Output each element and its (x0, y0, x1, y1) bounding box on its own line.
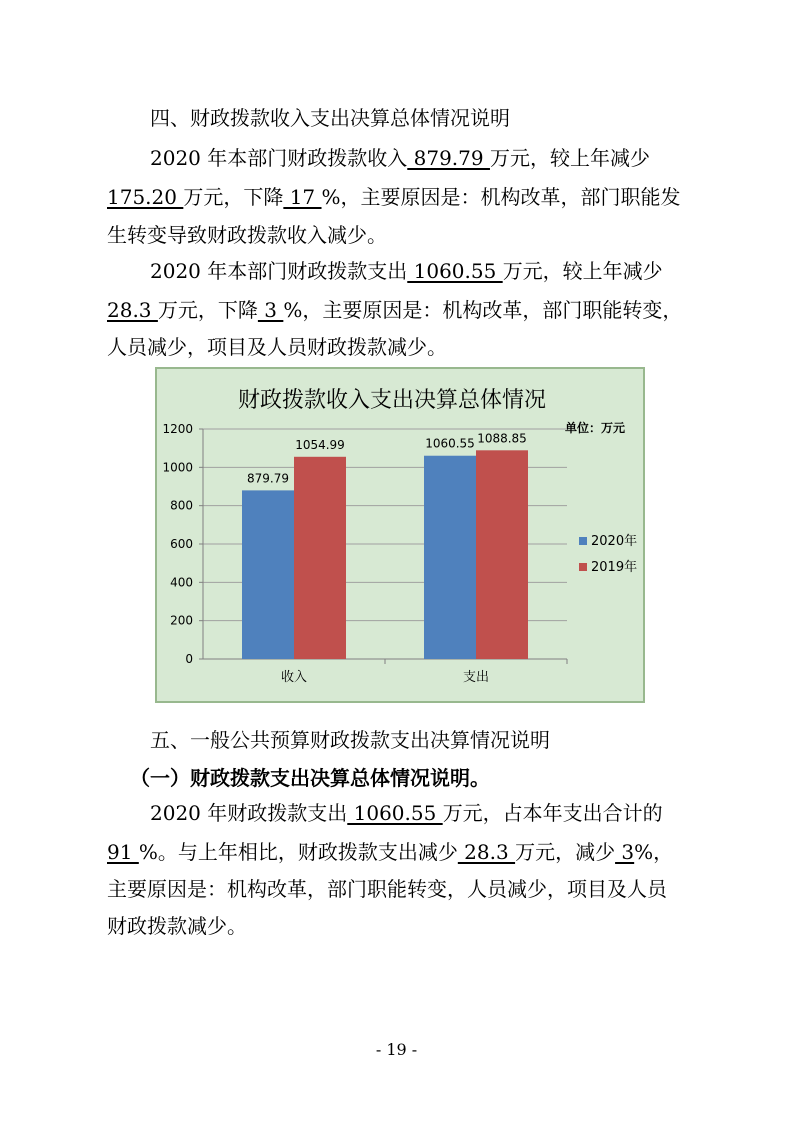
bar-2020-income (242, 490, 294, 659)
y-tick-label: 400 (170, 575, 193, 590)
paragraph-general-line-4: 财政拨款减少。 (107, 914, 247, 938)
text: 万元，较上年减少 (489, 146, 650, 170)
legend-swatch (579, 563, 587, 571)
paragraph-general-line-3: 主要原因是：机构改革，部门职能转变，人员减少，项目及人员 (107, 877, 667, 901)
section-5-heading: 五、一般公共预算财政拨款支出决算情况说明 (150, 728, 550, 752)
y-tick-label: 0 (185, 652, 193, 666)
expense-decrease-amount: 28.3 (107, 298, 158, 322)
x-tick-label: 收入 (280, 670, 308, 685)
bar-2020-expense (424, 456, 476, 659)
paragraph-general-line-1 (150, 800, 663, 826)
paragraph-income-line-2 (107, 184, 681, 210)
section-4-heading: 四、财政拨款收入支出决算总体情况说明 (150, 106, 510, 130)
paragraph-income-line-1 (150, 145, 650, 171)
general-decrease-percent: 3 (615, 840, 635, 864)
text: %，主要原因是：机构改革，部门职能转变， (283, 298, 683, 322)
text: 万元，占本年支出合计的 (442, 801, 663, 825)
bar-2019-income (294, 457, 346, 659)
data-label: 1088.85 (477, 431, 527, 446)
legend-label: 2019年 (591, 560, 638, 575)
data-label: 879.79 (247, 471, 289, 486)
text: 万元，减少 (515, 840, 616, 864)
legend-label: 2020年 (591, 534, 638, 549)
y-tick-label: 800 (170, 498, 193, 513)
paragraph-expense-line-2 (107, 297, 682, 323)
text: 2020 年财政拨款支出 (150, 801, 348, 825)
expense-amount: 1060.55 (407, 259, 503, 283)
text: 万元，下降 (157, 298, 258, 322)
section-5-subheading: （一）财政拨款支出决算总体情况说明。 (130, 766, 490, 790)
income-amount: 879.79 (407, 146, 490, 170)
general-decrease-amount: 28.3 (457, 840, 516, 864)
legend-swatch (579, 537, 587, 545)
paragraph-general-line-2 (107, 839, 673, 865)
data-label: 1054.99 (295, 437, 345, 452)
income-decrease-amount: 175.20 (107, 185, 184, 209)
bar-2019-expense (476, 450, 528, 659)
unit-label: 单位：万元 (564, 421, 626, 435)
text: %。与上年相比，财政拨款支出减少 (138, 840, 458, 864)
text: %， (634, 840, 674, 864)
text: 万元，较上年减少 (502, 259, 663, 283)
paragraph-expense-line-3: 人员减少，项目及人员财政拨款减少。 (107, 335, 447, 359)
page-number: - 19 - (375, 1040, 418, 1059)
paragraph-income-line-3: 生转变导致财政拨款收入减少。 (107, 223, 387, 247)
paragraph-expense-line-1 (150, 258, 663, 284)
general-expense-amount: 1060.55 (347, 801, 443, 825)
chart-title: 财政拨款收入支出决算总体情况 (237, 388, 547, 413)
income-decrease-percent: 17 (283, 185, 322, 209)
text: %，主要原因是：机构改革，部门职能发 (321, 185, 681, 209)
x-tick-label: 支出 (462, 670, 490, 685)
bar-chart (155, 367, 645, 703)
chart-background (156, 368, 644, 702)
text: 2020 年本部门财政拨款支出 (150, 259, 408, 283)
y-tick-label: 1000 (162, 460, 193, 475)
data-label: 1060.55 (425, 436, 475, 451)
expense-decrease-percent: 3 (257, 298, 284, 322)
text: 2020 年本部门财政拨款收入 (150, 146, 408, 170)
y-tick-label: 1200 (162, 422, 193, 436)
y-tick-label: 600 (170, 537, 193, 551)
share-percent: 91 (107, 840, 139, 864)
text: 万元，下降 (183, 185, 284, 209)
y-tick-label: 200 (170, 613, 193, 628)
